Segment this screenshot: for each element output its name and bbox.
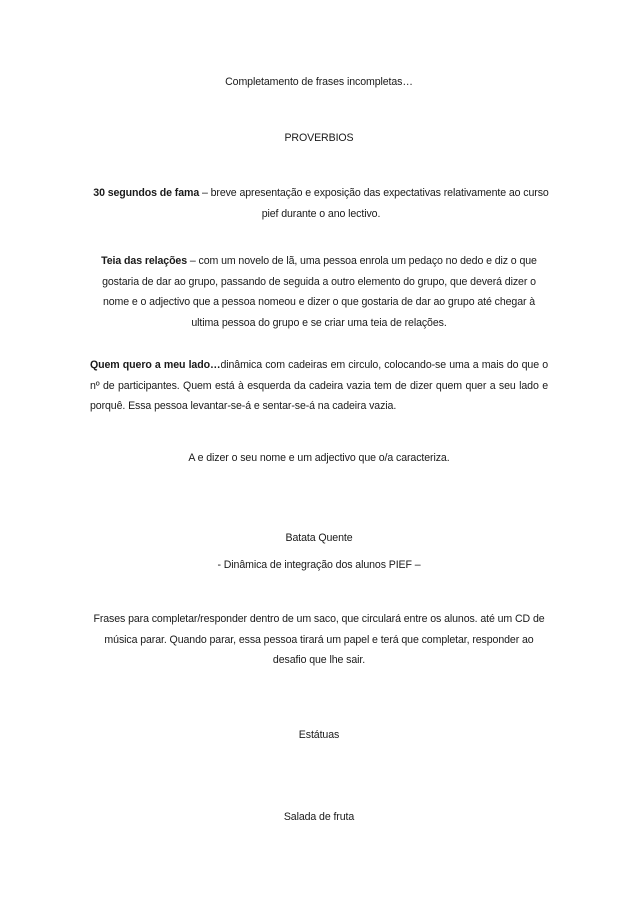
proverbios-text: PROVERBIOS [284,132,354,144]
quem-title: Quem quero a meu lado… [90,359,221,371]
section-title-estatuas [90,725,548,746]
teia-text: – com um novelo de lã, uma pessoa enrola um pedaço no dedo e diz o que gostaria de dar ao grupo, passando de seguida a outro elemento do grupo, que deverá dizer o nome e o adjectivo que a pessoa nomeou e dizer o que gostaria de dar ao grupo até chegar à ultima pessoa do grupo e se criar uma teia de relações. [102,255,537,329]
section-title-proverbios [90,128,548,149]
quem-text: dinâmica com cadeiras em circulo, colocando-se uma a mais do que o nº de participantes. Quem está à esquerda da cadeira vazia tem de dizer quem quer a seu lado e porquê. Essa pessoa levantar-se-á e sentar-se-á na cadeira vazia. [90,359,548,412]
batata-title-text: Batata Quente [285,532,353,544]
paragraph-teia-das-relacoes [88,251,550,333]
section-title-batata-quente [90,528,548,549]
batata-quente-subtitle [90,555,548,576]
batata-text: Frases para completar/responder dentro de um saco, que circulará entre os alunos. até um CD de música parar. Quando parar, essa pessoa tirará um papel e terá que completar, responder ao desafio que lhe sair. [93,613,545,666]
estatuas-text: Estátuas [298,729,340,741]
paragraph-batata-quente [88,609,550,671]
heading-text: Completamento de frases incompletas… [225,76,413,88]
nome-adjectivo-text: A e dizer o seu nome e um adjectivo que o/a caracteriza. [188,452,450,464]
paragraph-quem-quero-a-meu-lado [90,355,548,417]
document-heading [90,72,548,93]
section-title-salada-de-fruta [90,807,548,828]
fama-text: – breve apresentação e exposição das expectativas relativamente ao curso pief durante o ano lectivo. [199,187,549,220]
batata-subtitle-text: - Dinâmica de integração dos alunos PIEF – [217,559,421,571]
paragraph-30-segundos-de-fama [92,183,550,224]
salada-text: Salada de fruta [283,811,355,823]
teia-title: Teia das relações [101,255,188,267]
fama-title: 30 segundos de fama [93,187,200,199]
paragraph-nome-adjectivo [90,448,548,469]
